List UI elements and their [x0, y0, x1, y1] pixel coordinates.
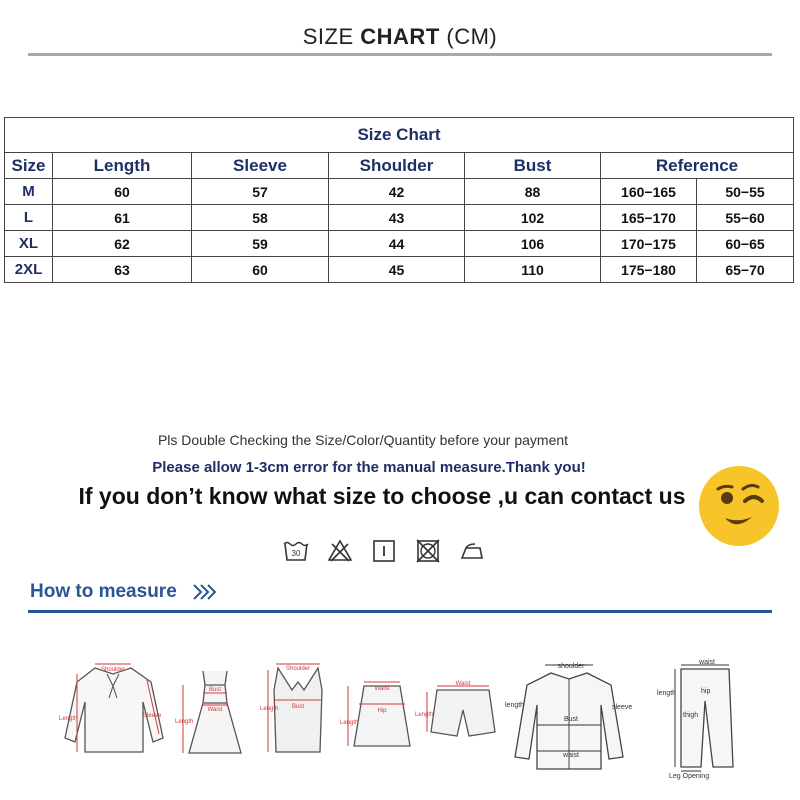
column-header: Bust — [465, 153, 601, 179]
thigh-label: thigh — [683, 712, 699, 719]
table-row — [5, 205, 794, 231]
winking-face-icon — [698, 465, 780, 547]
shoulder-label: shoulder — [557, 663, 585, 670]
error-margin-notice: Please allow 1-3cm error for the manual measure.Thank you! — [152, 459, 586, 476]
bust-label: Bust — [563, 716, 579, 723]
table-row — [5, 231, 794, 257]
ref-weight-cell: 65−70 — [697, 257, 794, 283]
sleeve-cell: 59 — [192, 231, 329, 257]
leg-opening-label: Leg Opening — [669, 773, 710, 780]
size-chart-table — [4, 117, 794, 283]
how-to-measure-title: How to measure — [30, 581, 177, 602]
section-divider — [28, 610, 772, 613]
wash-30-icon — [283, 538, 309, 564]
size-cell: M — [5, 179, 53, 205]
ref-height-cell: 165−170 — [601, 205, 697, 231]
bust-cell: 110 — [465, 257, 601, 283]
length-label: Length — [175, 719, 194, 725]
column-header: Size — [5, 153, 53, 179]
dress-measure-diagram — [175, 665, 255, 765]
ref-weight-cell: 55−60 — [697, 205, 794, 231]
title-unit: (CM) — [439, 24, 498, 49]
bust-cell: 106 — [465, 231, 601, 257]
length-cell: 62 — [53, 231, 192, 257]
no-bleach-icon — [327, 538, 353, 564]
bust-label: Bust — [208, 687, 222, 693]
size-cell: 2XL — [5, 257, 53, 283]
shoulder-cell: 42 — [329, 179, 465, 205]
waist-label: waist — [699, 659, 715, 666]
size-cell: L — [5, 205, 53, 231]
length-cell: 60 — [53, 179, 192, 205]
column-header: Shoulder — [329, 153, 465, 179]
tumble-dry-icon — [371, 538, 397, 564]
bust-cell: 88 — [465, 179, 601, 205]
skirt-measure-diagram — [340, 678, 420, 758]
wash-temp-label: 30 — [291, 549, 301, 558]
double-check-notice: Pls Double Checking the Size/Color/Quantity before your payment — [157, 432, 569, 448]
shirt-measure-diagram — [55, 660, 170, 760]
sleeve-cell: 60 — [192, 257, 329, 283]
column-header: Sleeve — [192, 153, 329, 179]
table-row — [5, 179, 794, 205]
length-label: Length — [415, 712, 434, 718]
hip-label: hip — [701, 688, 711, 695]
title-chart: CHART — [360, 24, 440, 49]
length-label: Length — [59, 716, 78, 722]
waist-label: Waist — [374, 686, 390, 692]
table-header-row — [5, 153, 794, 179]
tank-measure-diagram — [260, 660, 335, 760]
shoulder-cell: 43 — [329, 205, 465, 231]
table-row — [5, 257, 794, 283]
bust-cell: 102 — [465, 205, 601, 231]
sleeve-cell: 58 — [192, 205, 329, 231]
shoulder-cell: 45 — [329, 257, 465, 283]
sleeve-cell: 57 — [192, 179, 329, 205]
length-label: length — [657, 690, 677, 697]
waist-label: Waist — [207, 707, 223, 713]
table-caption: Size Chart — [5, 118, 794, 153]
shoulder-cell: 44 — [329, 231, 465, 257]
shoulder-label: Shoulder — [100, 667, 126, 673]
no-tumble-dry-icon — [415, 538, 441, 564]
chevron-right-icon — [192, 583, 222, 606]
shorts-measure-diagram — [415, 678, 500, 748]
contact-notice: If you don’t know what size to choose ,u can contact us — [78, 483, 686, 509]
ref-weight-cell: 50−55 — [697, 179, 794, 205]
page-title — [0, 24, 800, 50]
shoulder-label: Shoulder — [285, 666, 311, 672]
sleeve-label: sleeve — [612, 704, 633, 711]
length-label: Length — [260, 706, 279, 712]
hip-label: Hip — [377, 708, 387, 714]
sleeve-label: Sleeve — [143, 713, 162, 719]
ref-height-cell: 160−165 — [601, 179, 697, 205]
iron-icon — [459, 538, 485, 564]
length-cell: 63 — [53, 257, 192, 283]
length-cell: 61 — [53, 205, 192, 231]
length-label: length — [505, 702, 525, 709]
ref-height-cell: 175−180 — [601, 257, 697, 283]
size-cell: XL — [5, 231, 53, 257]
bust-label: Bust — [291, 704, 305, 710]
title-size: SIZE — [302, 24, 361, 49]
column-header: Reference — [601, 153, 794, 179]
pants-measure-diagram — [655, 655, 745, 780]
jacket-measure-diagram — [505, 655, 635, 775]
waist-label: Waist — [455, 681, 471, 687]
column-header: Length — [53, 153, 192, 179]
waist-label: waist — [563, 752, 579, 759]
care-instructions — [283, 538, 485, 564]
ref-weight-cell: 60−65 — [697, 231, 794, 257]
length-label: Length — [340, 720, 359, 726]
ref-height-cell: 170−175 — [601, 231, 697, 257]
title-divider — [28, 53, 772, 56]
